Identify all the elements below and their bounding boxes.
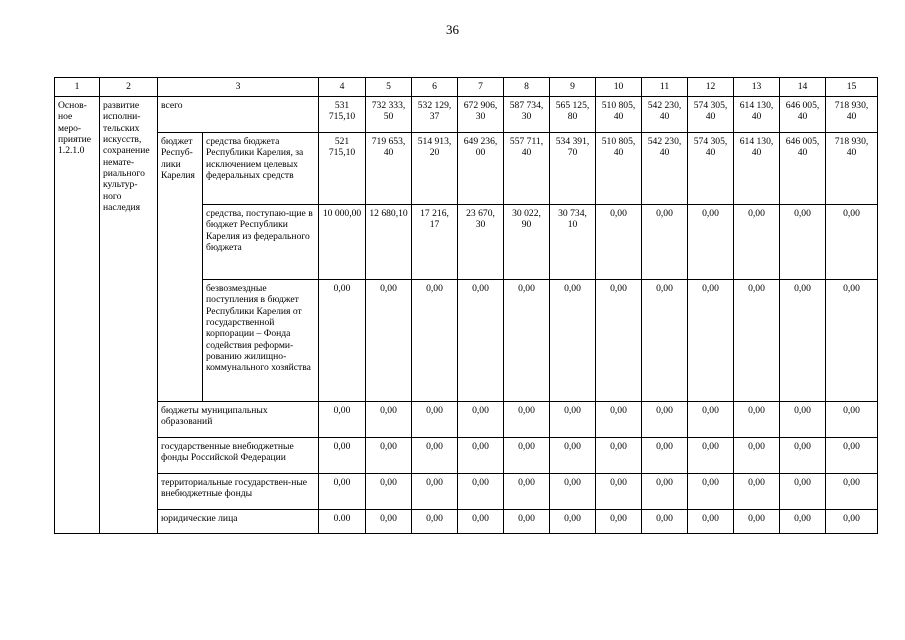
value-cell: 17 216, 17 [412, 205, 458, 280]
value-cell: 719 653, 40 [366, 133, 412, 205]
value-cell: 0,00 [412, 280, 458, 402]
value-cell: 521 715,10 [319, 133, 366, 205]
value-cell: 514 913, 20 [412, 133, 458, 205]
value-cell: 614 130, 40 [734, 97, 780, 133]
value-cell: 30 022, 90 [504, 205, 550, 280]
value-cell: 0,00 [596, 280, 642, 402]
value-cell: 0,00 [734, 510, 780, 534]
row-label: безвозмездные поступления в бюджет Республики Карелия от государственной корпорации – Фонда содействия реформи-рованию жилищно-коммунального хозяйства [203, 280, 319, 402]
value-cell: 0,00 [780, 474, 826, 510]
value-cell: 0,00 [550, 438, 596, 474]
value-cell: 0,00 [504, 438, 550, 474]
value-cell: 0,00 [412, 474, 458, 510]
table-row [55, 510, 878, 534]
value-cell: 574 305, 40 [688, 133, 734, 205]
value-cell: 0,00 [734, 280, 780, 402]
measure-code-cell: Основ-ное меро-приятие 1.2.1.0 [55, 97, 100, 534]
header-cell: 7 [458, 78, 504, 97]
value-cell: 0,00 [504, 402, 550, 438]
value-cell: 0,00 [642, 205, 688, 280]
value-cell: 0,00 [826, 474, 878, 510]
value-cell: 672 906, 30 [458, 97, 504, 133]
value-cell: 0,00 [366, 510, 412, 534]
value-cell: 0,00 [412, 402, 458, 438]
value-cell: 0,00 [366, 402, 412, 438]
value-cell: 30 734, 10 [550, 205, 596, 280]
value-cell: 718 930, 40 [826, 97, 878, 133]
value-cell: 0,00 [596, 438, 642, 474]
row-label: юридические лица [158, 510, 319, 534]
value-cell: 0,00 [642, 402, 688, 438]
value-cell: 0,00 [826, 280, 878, 402]
value-cell: 0,00 [550, 280, 596, 402]
value-cell: 532 129, 37 [412, 97, 458, 133]
value-cell: 0,00 [734, 402, 780, 438]
value-cell: 0,00 [734, 438, 780, 474]
header-cell: 15 [826, 78, 878, 97]
header-cell: 14 [780, 78, 826, 97]
value-cell: 0,00 [826, 510, 878, 534]
value-cell: 732 333, 50 [366, 97, 412, 133]
value-cell: 0,00 [366, 474, 412, 510]
value-cell: 10 000,00 [319, 205, 366, 280]
value-cell: 0,00 [319, 474, 366, 510]
value-cell: 0,00 [734, 474, 780, 510]
value-cell: 0,00 [642, 280, 688, 402]
table-row [55, 97, 878, 133]
table-row [55, 438, 878, 474]
value-cell: 0,00 [366, 438, 412, 474]
value-cell: 0,00 [412, 438, 458, 474]
value-cell: 0,00 [458, 438, 504, 474]
value-cell: 542 230, 40 [642, 97, 688, 133]
header-row [55, 78, 878, 97]
header-cell: 4 [319, 78, 366, 97]
value-cell: 0,00 [596, 205, 642, 280]
page-number: 36 [446, 22, 459, 37]
header-cell: 1 [55, 78, 100, 97]
table-row [55, 474, 878, 510]
measure-name-cell: развитие исполни-тельских искусств, сохранение немате-риального культур-ного наследия [100, 97, 158, 534]
header-cell: 6 [412, 78, 458, 97]
budget-table [54, 77, 878, 534]
value-cell: 0,00 [688, 510, 734, 534]
header-cell: 8 [504, 78, 550, 97]
value-cell: 0,00 [642, 438, 688, 474]
value-cell: 0,00 [688, 438, 734, 474]
value-cell: 0,00 [780, 402, 826, 438]
value-cell: 0,00 [458, 402, 504, 438]
value-cell: 531 715,10 [319, 97, 366, 133]
value-cell: 510 805, 40 [596, 97, 642, 133]
value-cell: 574 305, 40 [688, 97, 734, 133]
value-cell: 557 711, 40 [504, 133, 550, 205]
value-cell: 0,00 [412, 510, 458, 534]
header-cell: 10 [596, 78, 642, 97]
value-cell: 0,00 [780, 510, 826, 534]
header-cell: 12 [688, 78, 734, 97]
value-cell: 534 391, 70 [550, 133, 596, 205]
value-cell: 0,00 [688, 402, 734, 438]
value-cell: 0,00 [504, 474, 550, 510]
value-cell: 0,00 [366, 280, 412, 402]
value-cell: 587 734, 30 [504, 97, 550, 133]
value-cell: 0,00 [780, 205, 826, 280]
value-cell: 23 670, 30 [458, 205, 504, 280]
value-cell: 0,00 [319, 402, 366, 438]
value-cell: 0,00 [642, 510, 688, 534]
value-cell: 0,00 [826, 205, 878, 280]
value-cell: 0,00 [826, 402, 878, 438]
value-cell: 0,00 [458, 474, 504, 510]
header-cell: 5 [366, 78, 412, 97]
row-label: бюджеты муниципальных образований [158, 402, 319, 438]
value-cell: 0.00 [319, 510, 366, 534]
header-cell: 9 [550, 78, 596, 97]
table-row [55, 402, 878, 438]
row-label: всего [158, 97, 319, 133]
value-cell: 0,00 [642, 474, 688, 510]
row-label: территориальные государствен-ные внебюджетные фонды [158, 474, 319, 510]
value-cell: 0,00 [319, 280, 366, 402]
value-cell: 0,00 [596, 402, 642, 438]
value-cell: 649 236, 00 [458, 133, 504, 205]
value-cell: 0,00 [458, 280, 504, 402]
value-cell: 565 125, 80 [550, 97, 596, 133]
value-cell: 0,00 [688, 474, 734, 510]
table-row [55, 133, 878, 205]
value-cell: 0,00 [688, 205, 734, 280]
row-label: средства, поступаю-щие в бюджет Республики Карелия из федерального бюджета [203, 205, 319, 280]
value-cell: 0,00 [319, 438, 366, 474]
value-cell: 646 005, 40 [780, 97, 826, 133]
value-cell: 646 005, 40 [780, 133, 826, 205]
value-cell: 12 680,10 [366, 205, 412, 280]
value-cell: 0,00 [550, 510, 596, 534]
value-cell: 0,00 [504, 280, 550, 402]
value-cell: 510 805, 40 [596, 133, 642, 205]
value-cell: 614 130, 40 [734, 133, 780, 205]
value-cell: 0,00 [688, 280, 734, 402]
row-label: средства бюджета Республики Карелия, за исключением целевых федеральных средств [203, 133, 319, 205]
value-cell: 0,00 [550, 402, 596, 438]
value-cell: 0,00 [504, 510, 550, 534]
row-label: государственные внебюджетные фонды Российской Федерации [158, 438, 319, 474]
value-cell: 0,00 [826, 438, 878, 474]
header-cell: 13 [734, 78, 780, 97]
budget-rk-label: бюджет Респуб-лики Карелия [158, 133, 203, 402]
value-cell: 0,00 [458, 510, 504, 534]
value-cell: 0,00 [780, 438, 826, 474]
value-cell: 542 230, 40 [642, 133, 688, 205]
header-cell: 11 [642, 78, 688, 97]
value-cell: 0,00 [596, 510, 642, 534]
header-cell: 2 [100, 78, 158, 97]
value-cell: 0,00 [734, 205, 780, 280]
value-cell: 0,00 [780, 280, 826, 402]
value-cell: 0,00 [550, 474, 596, 510]
header-cell: 3 [158, 78, 319, 97]
value-cell: 718 930, 40 [826, 133, 878, 205]
value-cell: 0,00 [596, 474, 642, 510]
